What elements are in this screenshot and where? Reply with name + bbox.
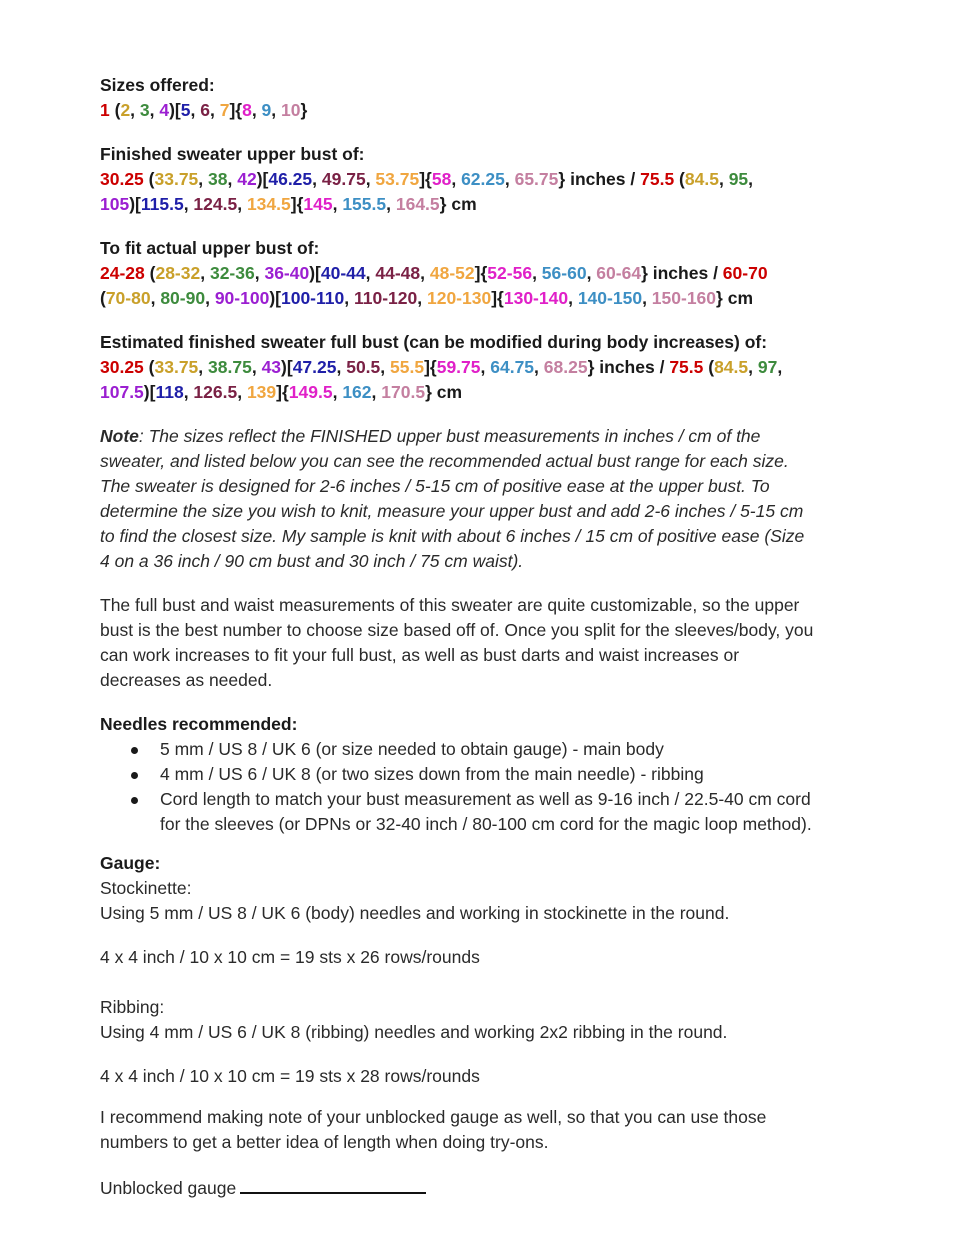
value: 60-70	[722, 263, 768, 283]
note-paragraph	[100, 424, 890, 574]
value: 60-64	[596, 263, 642, 283]
value: 162	[342, 382, 372, 402]
size-3: 3	[139, 100, 150, 120]
value: 42	[237, 169, 257, 189]
value: 126.5	[193, 382, 238, 402]
value: 40-44	[320, 263, 366, 283]
gauge-heading: Gauge:	[100, 853, 161, 873]
value: 53.75	[375, 169, 420, 189]
unblocked-line: I recommend making note of your unblocked gauge as well, so that you can use those	[100, 1107, 767, 1127]
unblocked-gauge-row	[100, 1174, 890, 1201]
value: 28-32	[155, 263, 201, 283]
value: 139	[246, 382, 277, 402]
unit: cm	[451, 194, 477, 214]
stockinette-label: Stockinette:	[100, 878, 192, 898]
value: 49.75	[321, 169, 366, 189]
size-7: 7	[219, 100, 230, 120]
size-10: 10	[281, 100, 301, 120]
pattern-page	[100, 73, 890, 1201]
needles-list	[100, 737, 890, 837]
size-2: 2	[120, 100, 131, 120]
value: 164.5	[395, 194, 440, 214]
value: 150-160	[651, 288, 717, 308]
stockinette-gauge: 4 x 4 inch / 10 x 10 cm = 19 sts x 26 rows/rounds	[100, 947, 480, 967]
fit-upper-bust-line-2: (70-80, 80-90, 90-100)[100-110, 110-120, 120-130]{130-140, 140-150, 150-160} cm	[100, 288, 754, 308]
value: 58	[431, 169, 452, 189]
value: 105	[100, 194, 130, 214]
value: 118	[155, 382, 184, 402]
value: 62.25	[461, 169, 505, 189]
size-1: 1	[100, 100, 110, 120]
value: 107.5	[100, 382, 144, 402]
value: 134.5	[246, 194, 291, 214]
value: 90-100	[214, 288, 270, 308]
unit: inches	[570, 169, 626, 189]
needle-text: 4 mm / US 6 / UK 8 (or two sizes down from the main needle) - ribbing	[160, 764, 704, 784]
value: 149.5	[288, 382, 333, 402]
needle-text: Cord length to match your bust measurement as well as 9-16 inch / 22.5-40 cm cord	[160, 789, 811, 809]
needle-item	[100, 762, 890, 787]
unit: inches	[652, 263, 709, 283]
finished-upper-bust-heading: Finished sweater upper bust of:	[100, 144, 365, 164]
value: 64.75	[490, 357, 535, 377]
note-line: The sweater is designed for 2-6 inches / 5-15 cm of positive ease at the upper bust. To	[100, 476, 770, 496]
value: 68.25	[543, 357, 588, 377]
paragraph-line: decreases as needed.	[100, 670, 273, 690]
value: 24-28	[100, 263, 145, 283]
value: 32-36	[209, 263, 255, 283]
needle-item	[100, 787, 890, 837]
needles-heading: Needles recommended:	[100, 714, 298, 734]
size-5: 5	[180, 100, 191, 120]
full-bust-heading: Estimated finished sweater full bust (can be modified during body increases) of:	[100, 332, 768, 352]
value: 43	[261, 357, 282, 377]
unblocked-gauge-blank[interactable]	[240, 1174, 426, 1194]
unit: inches	[599, 357, 655, 377]
note-label: Note	[100, 426, 139, 446]
value: 130-140	[503, 288, 569, 308]
unblocked-gauge-label: Unblocked gauge	[100, 1178, 237, 1198]
sizes-offered-values: 1 (2, 3, 4)[5, 6, 7]{8, 9, 10}	[100, 100, 308, 120]
value: 38.75	[208, 357, 252, 377]
paragraph-line: can work increases to fit your full bust, as well as bust darts and waist increases or	[100, 645, 740, 665]
full-bust-line-2: 107.5)[118, 126.5, 139]{149.5, 162, 170.5} cm	[100, 382, 463, 402]
unit: cm	[436, 382, 463, 402]
value: 65.75	[514, 169, 559, 189]
bullet-icon	[131, 797, 138, 804]
size-6: 6	[200, 100, 210, 120]
fit-upper-bust-line-1: 24-28 (28-32, 32-36, 36-40)[40-44, 44-48, 48-52]{52-56, 56-60, 60-64} inches / 60-70	[100, 263, 768, 283]
value: 33.75	[154, 357, 199, 377]
value: 140-150	[577, 288, 643, 308]
value: 110-120	[353, 288, 418, 308]
needle-text: for the sleeves (or DPNs or 32-40 inch / 80-100 cm cord for the magic loop method).	[160, 814, 812, 834]
needle-item	[100, 737, 890, 762]
fit-upper-bust-heading: To fit actual upper bust of:	[100, 238, 320, 258]
value: 44-48	[375, 263, 421, 283]
value: 170.5	[381, 382, 426, 402]
value: 50.5	[346, 357, 381, 377]
value: 124.5	[193, 194, 238, 214]
bullet-icon	[131, 747, 138, 754]
value: 47.25	[292, 357, 337, 377]
value: 75.5	[640, 169, 675, 189]
value: 59.75	[436, 357, 481, 377]
unblocked-line: numbers to get a better idea of length when doing try-ons.	[100, 1132, 549, 1152]
value: 33.75	[154, 169, 199, 189]
size-9: 9	[261, 100, 272, 120]
note-line: determine the size you wish to knit, measure your upper bust and add 2-6 inches / 5-15 cm	[100, 501, 804, 521]
value: 120-130	[426, 288, 492, 308]
bullet-icon	[131, 772, 138, 779]
full-bust-line-1: 30.25 (33.75, 38.75, 43)[47.25, 50.5, 55.5]{59.75, 64.75, 68.25} inches / 75.5 (84.5, 97,	[100, 357, 783, 377]
value: 52-56	[487, 263, 533, 283]
value: 145	[303, 194, 333, 214]
finished-upper-bust-line-2: 105)[115.5, 124.5, 134.5]{145, 155.5, 164.5} cm	[100, 194, 477, 214]
value: 95	[728, 169, 749, 189]
ribbing-label: Ribbing:	[100, 997, 165, 1017]
value: 46.25	[268, 169, 313, 189]
value: 115.5	[140, 194, 184, 214]
needle-text: 5 mm / US 8 / UK 6 (or size needed to obtain gauge) - main body	[160, 739, 664, 759]
ribbing-gauge: 4 x 4 inch / 10 x 10 cm = 19 sts x 28 rows/rounds	[100, 1066, 480, 1086]
value: 97	[757, 357, 778, 377]
size-8: 8	[242, 100, 252, 120]
value: 84.5	[714, 357, 749, 377]
value: 36-40	[264, 263, 310, 283]
value: 70-80	[105, 288, 151, 308]
note-line: to find the closest size. My sample is knit with about 6 inches / 15 cm of positive ease (Size	[100, 526, 805, 546]
stockinette-text: Using 5 mm / US 8 / UK 6 (body) needles and working in stockinette in the round.	[100, 903, 730, 923]
value: 80-90	[160, 288, 206, 308]
value: 55.5	[390, 357, 425, 377]
value: 155.5	[342, 194, 387, 214]
note-line: : The sizes reflect the FINISHED upper bust measurements in inches / cm of the	[138, 426, 761, 446]
value: 30.25	[100, 169, 144, 189]
sizes-offered-heading: Sizes offered:	[100, 75, 215, 95]
note-line: sweater, and listed below you can see the recommended actual bust range for each size.	[100, 451, 789, 471]
size-4: 4	[159, 100, 170, 120]
note-line: 4 on a 36 inch / 90 cm bust and 30 inch / 75 cm waist).	[100, 551, 524, 571]
paragraph-line: bust is the best number to choose size based off of. Once you split for the sleeves/body, you	[100, 620, 814, 640]
value: 48-52	[429, 263, 475, 283]
paragraph-line: The full bust and waist measurements of this sweater are quite customizable, so the upper	[100, 595, 800, 615]
value: 84.5	[684, 169, 719, 189]
customizable-paragraph	[100, 593, 890, 693]
value: 38	[208, 169, 228, 189]
ribbing-text: Using 4 mm / US 6 / UK 8 (ribbing) needles and working 2x2 ribbing in the round.	[100, 1022, 728, 1042]
value: 100-110	[280, 288, 345, 308]
value: 75.5	[669, 357, 704, 377]
finished-upper-bust-line-1: 30.25 (33.75, 38, 42)[46.25, 49.75, 53.75]{58, 62.25, 65.75} inches / 75.5 (84.5, 95,	[100, 169, 754, 189]
value: 56-60	[541, 263, 587, 283]
unit: cm	[727, 288, 754, 308]
value: 30.25	[100, 357, 144, 377]
